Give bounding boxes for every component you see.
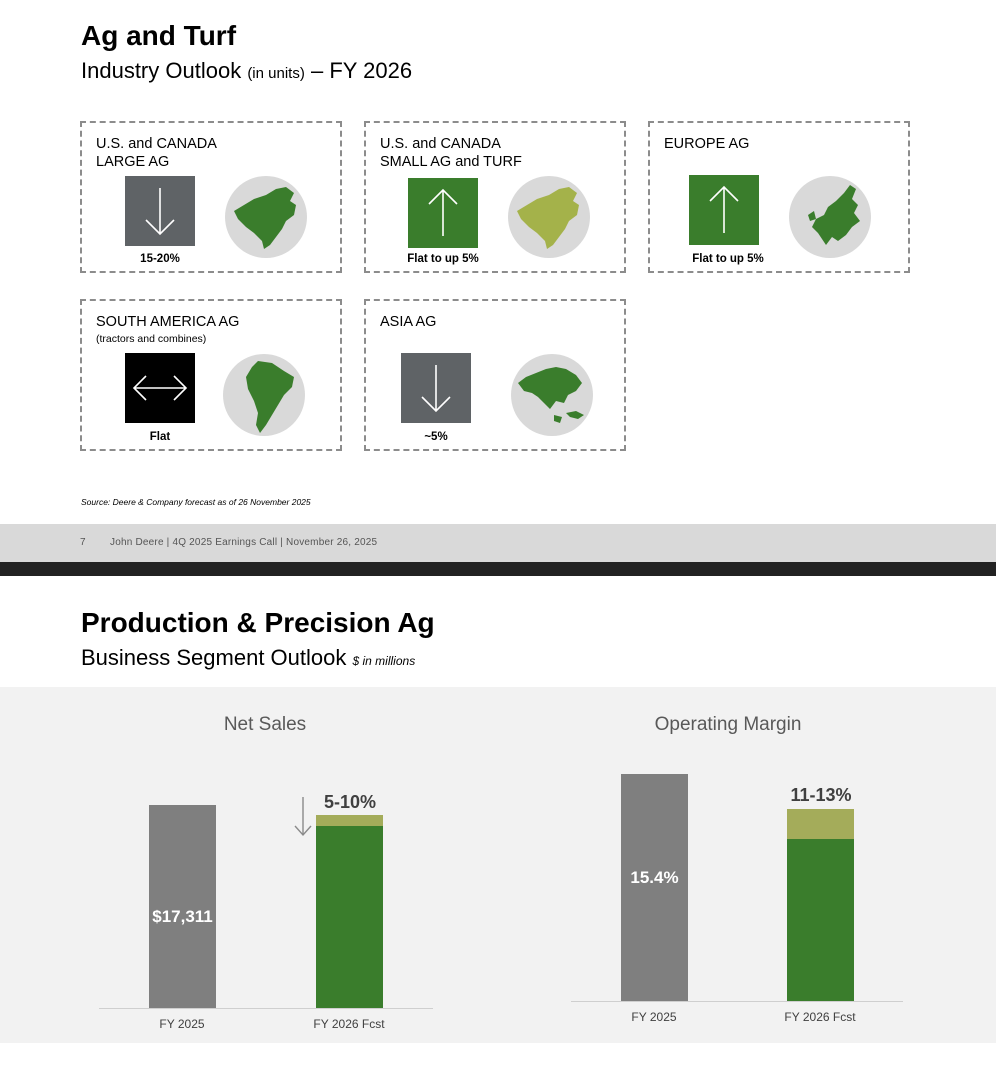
net-sales-value-label-fy2025: $17,311 xyxy=(152,907,213,926)
net-sales-tick-fy2025: FY 2025 xyxy=(159,1017,205,1031)
card-note: (tractors and combines) xyxy=(96,333,207,345)
card-title: EUROPE AG xyxy=(664,136,750,152)
card-title: SOUTH AMERICA AG xyxy=(96,314,240,330)
arrow-up-icon xyxy=(689,175,759,245)
subtitle-year: – FY 2026 xyxy=(310,58,413,83)
slide-title: Ag and Turf xyxy=(81,20,237,51)
north-america-map-icon xyxy=(507,175,591,259)
outlook-card-europe-ag xyxy=(648,121,910,273)
card-outlook-value: ~5% xyxy=(424,431,448,443)
slide-subtitle xyxy=(81,58,412,84)
subtitle-units: (in units) xyxy=(247,65,305,82)
north-america-map-icon xyxy=(224,175,308,259)
slide-production-precision-ag xyxy=(0,576,996,1068)
outlook-card-south-america-ag xyxy=(80,299,342,451)
outlook-card-asia-ag xyxy=(364,299,626,451)
card-title: U.S. and CANADA SMALL AG and TURF xyxy=(380,136,522,170)
net-sales-chart-title: Net Sales xyxy=(223,714,307,735)
operating-margin-bar-fy2026 xyxy=(787,839,854,1001)
south-america-map-icon xyxy=(222,353,306,437)
charts-panel xyxy=(0,687,996,1043)
outlook-card-us-canada-large-ag xyxy=(80,121,342,273)
asia-map-icon xyxy=(510,353,594,437)
arrow-down-icon xyxy=(401,353,471,423)
slide-title: Production & Precision Ag xyxy=(81,607,435,638)
operating-margin-x-axis xyxy=(571,1001,903,1002)
page-number: 7 xyxy=(80,537,86,548)
operating-margin-forecast-range-band xyxy=(787,809,854,839)
net-sales-tick-fy2026: FY 2026 Fcst xyxy=(313,1017,385,1031)
net-sales-forecast-range-band xyxy=(316,815,383,826)
card-title: ASIA AG xyxy=(380,314,437,330)
operating-margin-chart-title: Operating Margin xyxy=(654,714,802,735)
card-outlook-value: Flat to up 5% xyxy=(692,253,764,265)
card-title: U.S. and CANADA LARGE AG xyxy=(96,136,217,170)
slide-divider xyxy=(0,562,996,576)
operating-margin-forecast-range-label: 11-13% xyxy=(790,785,852,805)
arrow-left-right-icon xyxy=(125,353,195,423)
card-outlook-value: 15-20% xyxy=(140,253,180,265)
operating-margin-tick-fy2026: FY 2026 Fcst xyxy=(784,1010,856,1024)
net-sales-x-axis xyxy=(99,1008,433,1009)
source-note: Source: Deere & Company forecast as of 26 November 2025 xyxy=(81,497,311,507)
slide-subtitle xyxy=(81,645,415,671)
europe-map-icon xyxy=(788,175,872,259)
slide-footer xyxy=(0,524,996,562)
arrow-down-icon xyxy=(125,176,195,246)
card-outlook-value: Flat to up 5% xyxy=(407,253,479,265)
subtitle-units: $ in millions xyxy=(352,654,416,668)
net-sales-forecast-range-label: 5-10% xyxy=(323,792,377,812)
operating-margin-value-label-fy2025: 15.4% xyxy=(630,868,679,887)
footer-text: John Deere | 4Q 2025 Earnings Call | November 26, 2025 xyxy=(110,537,378,548)
subtitle-main: Business Segment Outlook xyxy=(81,645,347,670)
card-outlook-value: Flat xyxy=(149,431,171,443)
net-sales-down-arrow-icon xyxy=(293,795,313,839)
operating-margin-tick-fy2025: FY 2025 xyxy=(631,1010,677,1024)
net-sales-bar-fy2026 xyxy=(316,826,383,1008)
outlook-card-us-canada-small-ag-turf xyxy=(364,121,626,273)
arrow-up-icon xyxy=(408,178,478,248)
subtitle-main: Industry Outlook xyxy=(81,58,242,83)
